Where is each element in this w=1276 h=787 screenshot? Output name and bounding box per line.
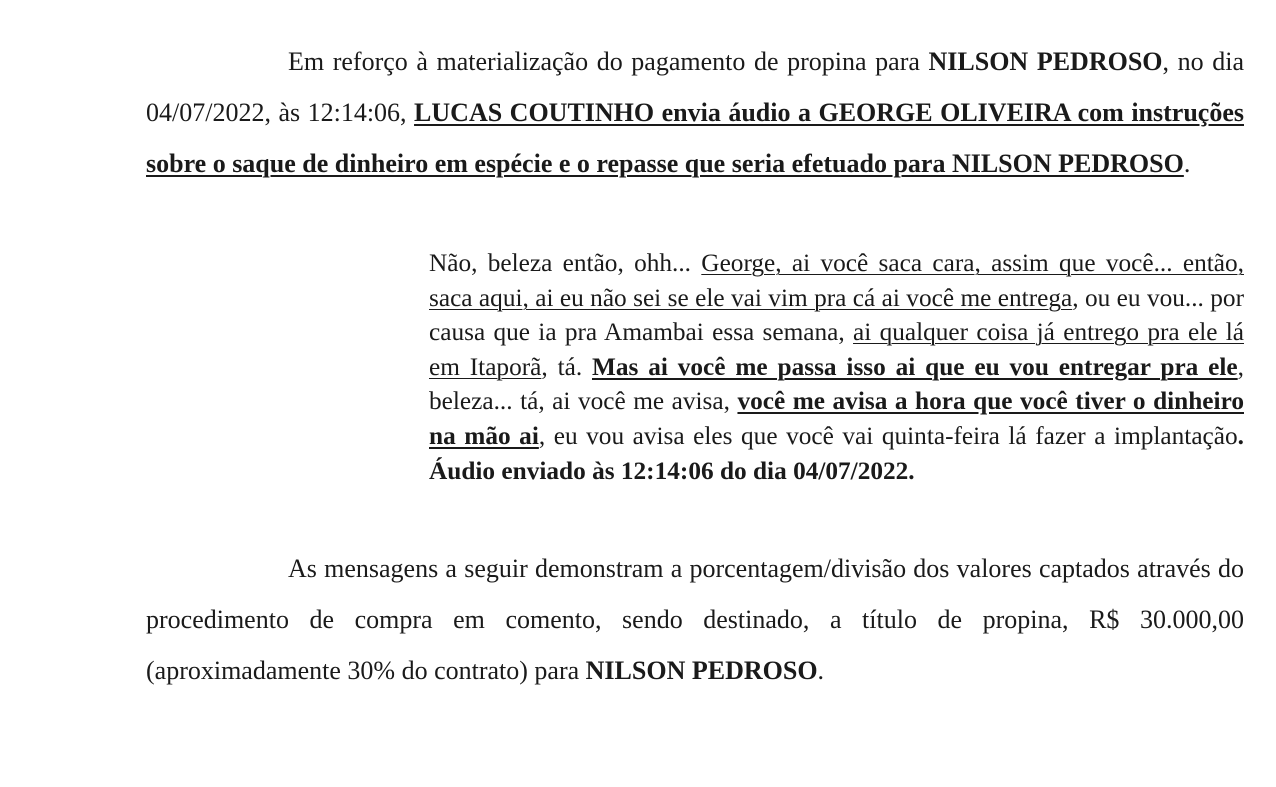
p2-name-nilson: NILSON PEDROSO: [585, 656, 818, 686]
paragraph-payment-reinforcement: [146, 36, 1244, 189]
audio-transcript-quote: [429, 246, 1244, 488]
p1-highlight-audio: LUCAS COUTINHO envia áudio a GEORGE OLIVEIRA com instruções sobre o saque de dinheiro em espécie e o repasse que seria efetuado para NILSON PEDROSO: [146, 98, 1244, 178]
p1-text-3: .: [1183, 149, 1191, 178]
quote-part-1: Não, beleza então, ohh...: [429, 249, 702, 277]
quote-audio-timestamp: . Áudio enviado às 12:14:06 do dia 04/07/2022.: [429, 421, 1244, 485]
p2-text-1: As mensagens a seguir demonstram a porcentagem/divisão dos valores captados através do procedimento de compra em comento, sendo destinado, a título de propina, R$ 30.000,00 (aproximadamente 30% do contrato) para: [146, 554, 1244, 686]
p1-text-2: , no dia 04/07/2022, às 12:14:06,: [146, 47, 1244, 127]
quote-part-8: você me avisa a hora que você tiver o dinheiro na mão ai: [429, 387, 1244, 450]
paragraph-percentage-division: [146, 543, 1244, 696]
quote-part-9: , eu vou avisa eles que você vai quinta-feira lá fazer a implantação: [538, 421, 1238, 450]
p1-text-1: Em reforço à materialização do pagamento de propina para: [288, 47, 929, 76]
document-page: [146, 36, 1244, 696]
quote-part-7: , beleza... tá, ai você me avisa,: [429, 352, 1244, 416]
p1-name-nilson: NILSON PEDROSO: [928, 47, 1163, 76]
quote-part-4: ai qualquer coisa já entrego pra ele lá em Itaporã: [429, 318, 1244, 381]
quote-part-3: , ou eu vou... por causa que ia pra Amambai essa semana,: [429, 283, 1244, 347]
p2-text-2: .: [817, 656, 825, 686]
quote-part-2: George, ai você saca cara, assim que você... então, saca aqui, ai eu não sei se ele vai vim pra cá ai você me entrega: [429, 249, 1244, 312]
quote-part-6: Mas ai você me passa isso ai que eu vou entregar pra ele: [592, 352, 1238, 381]
quote-part-5: , tá.: [541, 352, 592, 381]
